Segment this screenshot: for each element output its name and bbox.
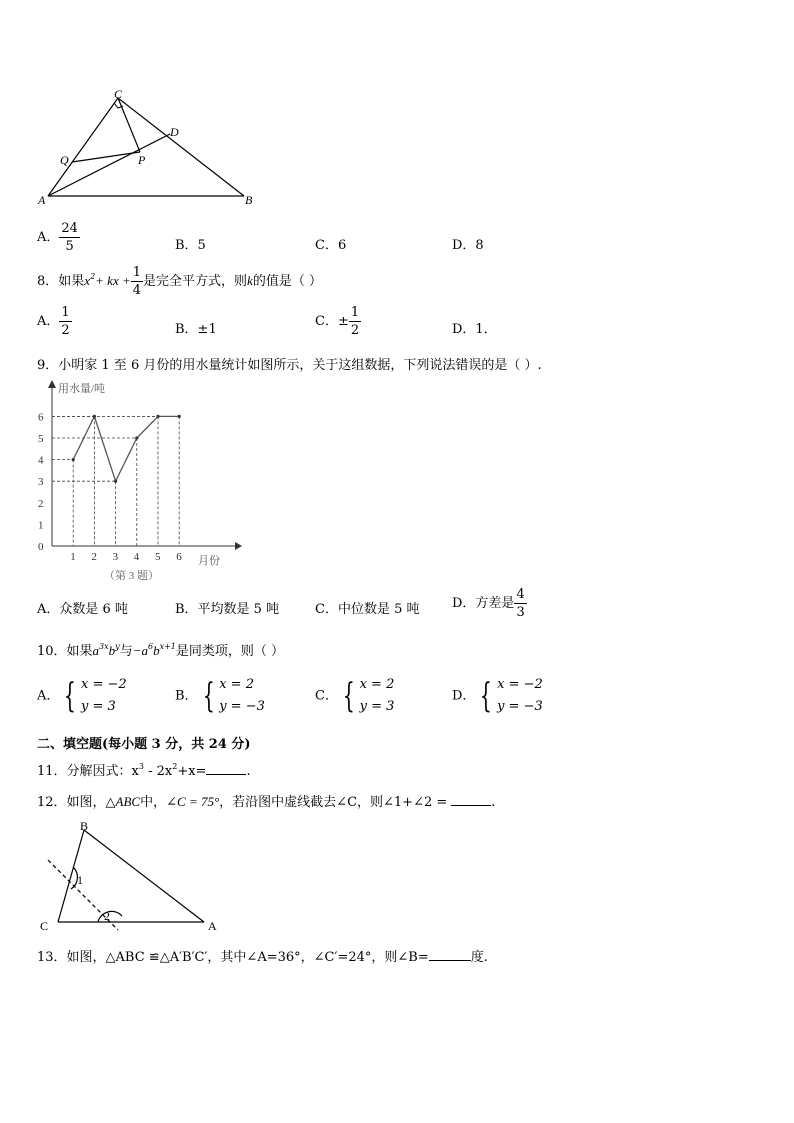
q7-option-d: D．8 xyxy=(452,238,484,253)
q11-answer-blank[interactable] xyxy=(206,774,246,775)
label-a: A xyxy=(38,193,46,207)
q8-stem: 8．如果$x^2+$ kx + $\frac{1}{4}$ 是完全平方式，则k的值是（ ） xyxy=(37,265,322,298)
q7-option-c: C．6 xyxy=(315,238,347,253)
angle-2-label: 2 xyxy=(104,909,110,923)
section-title-fill-in: 二、填空题(每小题 3 分，共 24 分) xyxy=(37,737,251,752)
label-b: B xyxy=(80,819,89,833)
label-q: Q xyxy=(60,153,69,167)
y-tick-label: 1 xyxy=(38,519,44,532)
q10-option-c: C． { x = 2 y = 3 xyxy=(315,676,395,716)
q8-options xyxy=(0,306,794,350)
segment-ac xyxy=(48,98,118,196)
q11-stem: 11．分解因式：$x^3 - 2x^2+x=$ . xyxy=(37,762,251,779)
angle-1-label: 1 xyxy=(77,873,83,887)
segment-qp xyxy=(72,152,140,162)
label-c: C xyxy=(114,87,123,101)
y-axis-label: 用水量/吨 xyxy=(58,383,106,395)
q10-options xyxy=(0,674,794,724)
q12-answer-blank[interactable] xyxy=(451,805,491,806)
label-c: C xyxy=(40,919,49,932)
q8-option-c: C．± $\frac{1}{2}$ xyxy=(315,305,360,338)
label-p: P xyxy=(138,153,146,167)
y-tick-label: 2 xyxy=(38,497,44,510)
q9-option-b: B．平均数是 5 吨 xyxy=(175,602,280,617)
x-axis-label: 月份 xyxy=(198,555,220,567)
label-d: D xyxy=(170,125,179,139)
data-point xyxy=(135,436,138,439)
data-point xyxy=(93,415,96,418)
x-tick-label: 6 xyxy=(176,551,182,563)
q9-option-a: A．众数是 6 吨 xyxy=(37,602,128,617)
q7-triangle-figure xyxy=(30,84,270,212)
q7-options xyxy=(0,222,794,266)
q9-option-d: D．方差是 $\frac{4}{3}$ xyxy=(452,587,525,620)
q9-water-usage-chart xyxy=(30,378,260,586)
q8-option-b: B．±1 xyxy=(175,322,217,337)
data-point xyxy=(72,458,75,461)
y-tick-label: 5 xyxy=(38,433,44,445)
q13-answer-blank[interactable] xyxy=(429,960,471,961)
y-tick-label: 6 xyxy=(38,411,44,424)
series-line xyxy=(73,416,179,481)
chart-caption: （第 3 题） xyxy=(104,570,159,582)
y-tick-label: 4 xyxy=(38,454,44,467)
q8-option-a: A． $\frac{1}{2}$ xyxy=(37,305,70,338)
q9-option-c: C．中位数是 5 吨 xyxy=(315,602,420,617)
segment-cb xyxy=(118,98,244,196)
label-a: A xyxy=(208,919,217,932)
q9-stem: 9．小明家 1 至 6 月份的用水量统计如图所示，关于这组数据，下列说法错误的是（ ）. xyxy=(37,358,542,373)
q8-option-d: D．1． xyxy=(452,322,497,337)
q10-option-b: B． { x = 2 y = −3 xyxy=(175,676,265,716)
q12-stem: 12．如图，△ABC中，∠C = 75°，若沿图中虚线截去∠C，则∠1+∠2 = . xyxy=(37,794,496,810)
x-tick-label: 1 xyxy=(70,551,76,563)
data-point xyxy=(156,415,159,418)
x-tick-label: 4 xyxy=(133,551,140,563)
data-point xyxy=(178,415,181,418)
x-tick-label: 2 xyxy=(91,551,97,563)
angle-2-arc xyxy=(98,911,122,922)
q10-option-d: D． { x = −2 y = −3 xyxy=(452,676,543,716)
y-tick-label: 3 xyxy=(38,476,44,489)
x-tick-label: 3 xyxy=(112,551,119,563)
x-axis-arrow xyxy=(235,542,242,550)
q10-stem: 10．如果$a^{3x}b^y$与$-a^6b^{x+1}$是同类项，则（ ） xyxy=(37,642,285,659)
q9-options xyxy=(0,588,794,632)
data-point xyxy=(114,480,117,483)
q7-option-b: B．5 xyxy=(175,238,206,253)
origin-label: 0 xyxy=(38,541,44,553)
x-tick-label: 5 xyxy=(155,551,161,563)
q7-fraction: $\frac{24}{5}$ xyxy=(61,221,78,254)
label-b: B xyxy=(245,193,253,207)
q12-triangle-figure xyxy=(30,812,230,932)
q13-stem: 13．如图，△ABC ≌△A′B′C′，其中∠A=36°，∠C′=24°，则∠B= 度. xyxy=(37,950,488,965)
segment-ba xyxy=(84,830,204,922)
y-axis-arrow xyxy=(48,380,56,388)
q10-option-a: A． { x = −2 y = 3 xyxy=(37,676,127,716)
q7-option-a: A． $\frac{24}{5}$ xyxy=(37,221,78,254)
